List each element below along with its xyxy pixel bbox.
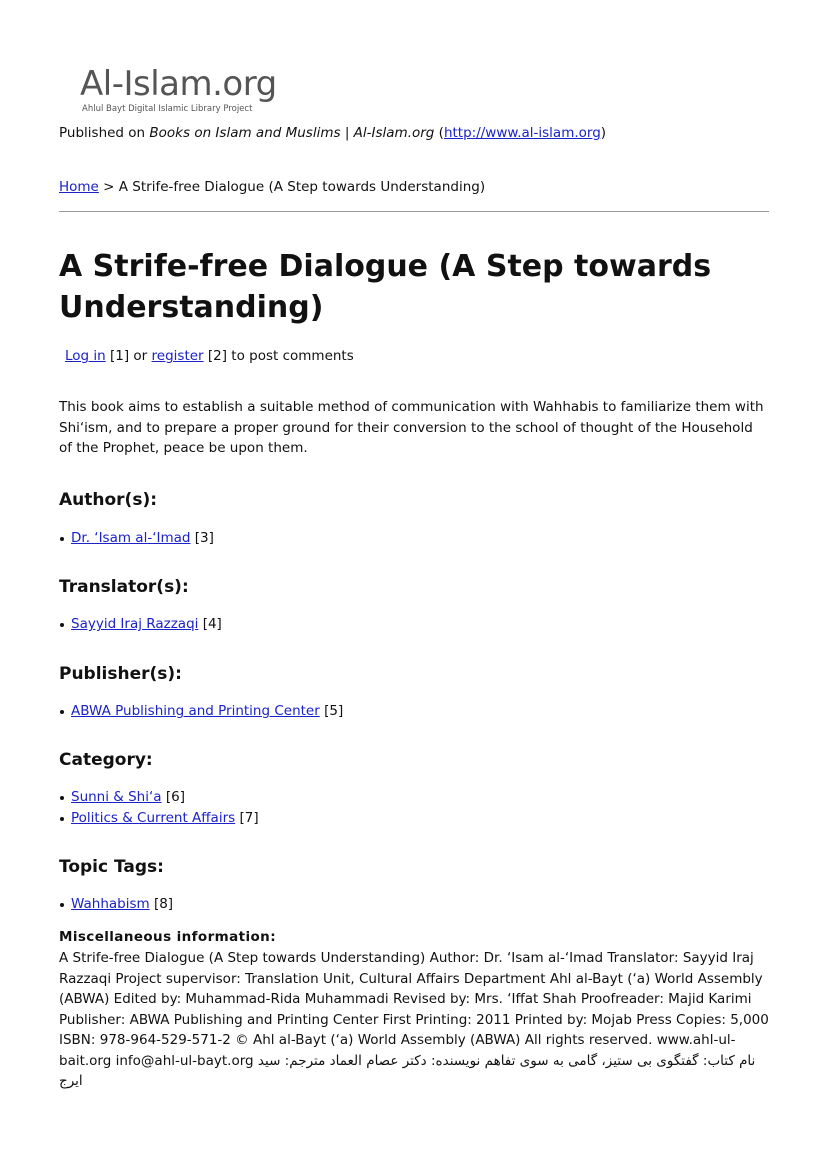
category-link-sunni-shia[interactable]: Sunni & Shi‘a <box>71 789 162 805</box>
site-url-link[interactable]: http://www.al-islam.org <box>443 125 601 141</box>
list-item <box>59 808 259 829</box>
breadcrumb <box>59 179 485 195</box>
list-item <box>59 614 222 635</box>
translator-ref: [4] <box>198 616 222 632</box>
breadcrumb-separator: > <box>98 179 119 195</box>
category-ref: [6] <box>161 789 185 805</box>
list-item <box>59 894 173 915</box>
authors-list <box>59 528 214 549</box>
publishers-list <box>59 701 343 722</box>
page-title: A Strife-free Dialogue (A Step towards Understanding) <box>59 249 712 325</box>
tag-link-wahhabism[interactable]: Wahhabism <box>71 896 150 912</box>
authors-heading: Author(s): <box>59 490 158 510</box>
category-list <box>59 787 259 828</box>
publisher-link[interactable]: ABWA Publishing and Printing Center <box>71 703 320 719</box>
tag-ref: [8] <box>149 896 174 912</box>
misc-info-text: A Strife-free Dialogue (A Step towards Understanding) Author: Dr. ‘Isam al-‘Imad Translator: Sayyid Iraj Razzaqi Project supervisor: Translation Unit, Cultural Affairs Department Ahl al-Bayt (‘a) World Assembly (ABWA) Edited by: Muhammad-Rida Muhammadi Revised by: Mrs. ‘Iffat Shah Proofreader: Majid Karimi Publisher: ABWA Publishing and Printing Center First Printing: 2011 Printed by: Mojab Press Copies: 5,000 ISBN: 978-964-529-571-2 © Ahl al-Bayt (‘a) World Assembly (ABWA) All rights reserved. www.ahl-ul-bait.org info@ahl-ul-bayt.org نام کتاب: گفتگوی بی ستیز، گامی به سوی تفاهم نویسنده: دکتر عصام العماد مترجم: سید ایرج <box>59 950 769 1089</box>
login-link[interactable]: Log in <box>65 348 106 364</box>
logo-tagline: Ahlul Bayt Digital Islamic Library Project <box>82 104 253 114</box>
topic-tags-heading: Topic Tags: <box>59 857 164 877</box>
topic-tags-list <box>59 894 173 915</box>
breadcrumb-home-link[interactable]: Home <box>59 179 99 195</box>
register-ref: [2] to post comments <box>203 348 354 364</box>
misc-heading: Miscellaneous information: <box>59 929 276 945</box>
site-logo[interactable] <box>80 64 320 120</box>
translators-list <box>59 614 222 635</box>
login-ref: [1] or <box>105 348 152 364</box>
paren-open: ( <box>434 125 444 141</box>
category-link-politics[interactable]: Politics & Current Affairs <box>71 809 236 826</box>
list-item <box>59 787 259 808</box>
header-divider <box>59 211 769 212</box>
published-line <box>59 125 606 141</box>
category-heading: Category: <box>59 750 153 770</box>
register-link[interactable]: register <box>151 348 204 364</box>
list-item <box>59 701 343 722</box>
publishers-heading: Publisher(s): <box>59 664 182 684</box>
category-ref: [7] <box>235 809 259 826</box>
comment-login-line <box>65 348 354 364</box>
publisher-ref: [5] <box>319 703 344 719</box>
translators-heading: Translator(s): <box>59 577 189 597</box>
paren-close: ) <box>600 125 607 141</box>
author-link[interactable]: Dr. ‘Isam al-‘Imad <box>71 530 191 546</box>
list-item <box>59 528 214 549</box>
book-description: This book aims to establish a suitable method of communication with Wahhabis to familiarize them with Shi‘ism, and to prepare a proper ground for their conversion to the school of thought of the Household of the Prophet, peace be upon them. <box>59 399 764 456</box>
translator-link[interactable]: Sayyid Iraj Razzaqi <box>71 616 199 632</box>
site-title: Books on Islam and Muslims | Al-Islam.org <box>149 125 435 141</box>
breadcrumb-current: A Strife-free Dialogue (A Step towards Understanding) <box>118 179 486 195</box>
published-prefix: Published on <box>59 125 146 141</box>
logo-wordmark: Al-Islam.org <box>80 64 277 104</box>
author-ref: [3] <box>190 530 214 546</box>
